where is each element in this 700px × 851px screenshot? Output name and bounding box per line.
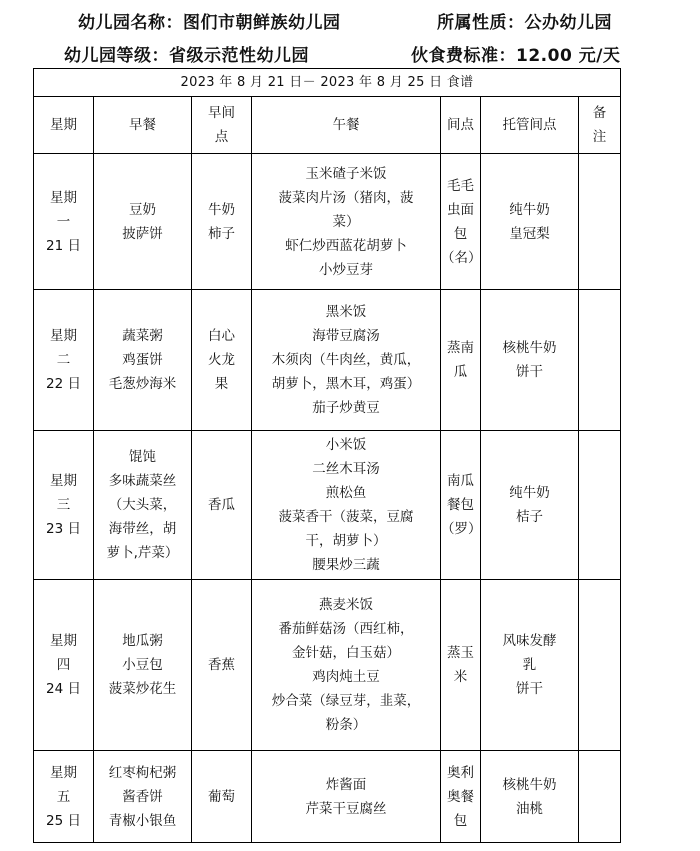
cell-text: （大头菜，: [108, 497, 177, 513]
lunch-cell: [252, 580, 441, 751]
lunch-cell: [252, 751, 441, 843]
breakfast-cell: [94, 751, 192, 843]
cell-text: 葡萄: [208, 788, 235, 805]
cell-text: 海带丝，胡: [108, 521, 177, 537]
cell-text: 番茄鲜菇汤（西红柿，: [278, 621, 414, 637]
cell-text: 星期: [50, 473, 77, 489]
cell-text: 菠菜炒花生: [108, 681, 177, 697]
cell-text: 金针菇，白玉菇）: [292, 645, 400, 661]
morning-snack-cell: [192, 154, 252, 290]
day-cell: [34, 154, 94, 290]
cell-text: 炸酱面: [325, 776, 367, 793]
cell-text: （名）: [441, 249, 482, 266]
cell-text: 包: [453, 225, 468, 242]
remarks-cell: [579, 290, 621, 431]
cell-text: 奥餐: [447, 788, 474, 805]
menu-table: [33, 68, 621, 843]
care-snack-cell: [481, 580, 579, 751]
morning-snack-cell: [192, 431, 252, 580]
cell-text: 腰果炒三蔬: [312, 557, 380, 573]
cell-text: 菠菜香干（菠菜，豆腐: [278, 509, 414, 525]
cell-text: 多味蔬菜丝: [108, 473, 177, 489]
cell-text: 纯牛奶: [509, 485, 550, 501]
cell-text: 煎松鱼: [325, 485, 367, 501]
snack-cell: [441, 580, 481, 751]
lunch-cell: [252, 154, 441, 290]
col-header-lunch: [252, 97, 441, 154]
cell-text: 虾仁炒西蓝花胡萝卜: [285, 237, 407, 254]
cell-text: 粉条）: [325, 717, 367, 733]
cell-text: 干，胡萝卜）: [305, 533, 387, 549]
col-header-breakfast: [94, 97, 192, 154]
lunch-cell: [252, 431, 441, 580]
table-row: [34, 154, 621, 290]
cell-text: 包: [453, 812, 468, 829]
cell-text: 胡萝卜，黑木耳，鸡蛋）: [271, 376, 421, 392]
cell-text: 萝卜,芹菜）: [106, 545, 179, 561]
table-row: [34, 290, 621, 431]
cell-text: 星期: [50, 633, 77, 649]
cell-text: 白心: [208, 328, 235, 344]
care-snack-cell: [481, 431, 579, 580]
cell-text: 毛葱炒海米: [108, 376, 177, 392]
col-header-morning-snack: [192, 97, 252, 154]
cell-text: 柿子: [208, 225, 235, 242]
cell-text: 黑米饭: [325, 304, 367, 320]
cell-text: 油桃: [516, 800, 543, 817]
cell-text: 毛毛: [447, 177, 474, 194]
cell-text: 南瓜: [447, 473, 474, 489]
cell-text: 虫面: [447, 201, 474, 218]
header-line-1: [0, 8, 700, 34]
cell-text: 蒸南: [447, 340, 474, 356]
kindergarten-name: 幼儿园名称：图们市朝鲜族幼儿园: [78, 13, 341, 33]
cell-text: 玉米碴子米饭: [305, 165, 387, 182]
cell-text: 香瓜: [208, 497, 235, 513]
remarks-cell: [579, 751, 621, 843]
breakfast-cell: [94, 580, 192, 751]
table-row: [34, 431, 621, 580]
cell-text: 红枣枸杞粥: [108, 764, 177, 781]
cell-text: 小米饭: [325, 437, 367, 453]
meal-fee-standard: 伙食费标准：12.00 元/天: [411, 46, 621, 66]
cell-text: 四: [56, 657, 71, 673]
header-line-2: [0, 41, 700, 67]
cell-text: 鸡肉炖土豆: [312, 669, 380, 685]
header-text: 注: [592, 129, 607, 145]
cell-text: 海带豆腐汤: [312, 328, 380, 344]
cell-text: 星期: [50, 764, 77, 781]
cell-text: 火龙: [208, 352, 235, 368]
cell-text: 桔子: [516, 509, 543, 525]
cell-text: 鸡蛋饼: [122, 352, 163, 368]
cell-text: 乳: [522, 657, 537, 673]
cell-text: 小豆包: [122, 657, 163, 673]
snack-cell: [441, 431, 481, 580]
table-row: [34, 580, 621, 751]
cell-text: 披萨饼: [122, 225, 163, 242]
header-text: 点: [214, 129, 229, 145]
cell-text: 星期: [50, 189, 77, 206]
care-snack-cell: [481, 290, 579, 431]
header-text: 早餐: [129, 117, 156, 133]
cell-text: 二: [56, 352, 71, 368]
cell-text: 五: [56, 788, 71, 805]
cell-text: 核桃牛奶: [502, 340, 557, 356]
col-header-care-snack: [481, 97, 579, 154]
table-row: [34, 751, 621, 843]
cell-text: 牛奶: [208, 201, 235, 218]
cell-text: 青椒小银鱼: [108, 812, 177, 829]
cell-text: 菜）: [332, 213, 360, 230]
header-text: 星期: [50, 117, 77, 133]
cell-text: 小炒豆芽: [319, 261, 373, 278]
cell-text: 瓜: [453, 364, 468, 380]
snack-cell: [441, 154, 481, 290]
kindergarten-grade: 幼儿园等级：省级示范性幼儿园: [64, 46, 309, 66]
breakfast-cell: [94, 154, 192, 290]
snack-cell: [441, 290, 481, 431]
cell-text: 燕麦米饭: [319, 597, 373, 613]
morning-snack-cell: [192, 751, 252, 843]
cell-text: 纯牛奶: [509, 201, 550, 218]
cell-text: （罗）: [441, 521, 482, 537]
header-text: 托管间点: [502, 117, 557, 133]
remarks-cell: [579, 431, 621, 580]
cell-text: 奥利: [447, 764, 474, 781]
day-cell: [34, 751, 94, 843]
cell-text: 24 日: [46, 681, 81, 697]
cell-text: 皇冠梨: [509, 225, 550, 242]
cell-text: 星期: [50, 328, 77, 344]
col-header-remarks: [579, 97, 621, 154]
cell-text: 饼干: [516, 364, 543, 380]
cell-text: 三: [56, 497, 71, 513]
cell-text: 二丝木耳汤: [312, 461, 380, 477]
menu-title: 2023 年 8 月 21 日－ 2023 年 8 月 25 日 食谱: [34, 69, 621, 97]
cell-text: 25 日: [46, 812, 81, 829]
column-header-row: [34, 97, 621, 154]
cell-text: 风味发酵: [502, 633, 557, 649]
day-cell: [34, 431, 94, 580]
cell-text: 芹菜干豆腐丝: [305, 800, 387, 817]
care-snack-cell: [481, 751, 579, 843]
header-text: 间点: [447, 117, 474, 133]
remarks-cell: [579, 580, 621, 751]
kindergarten-nature: 所属性质：公办幼儿园: [437, 13, 612, 33]
cell-text: 香蕉: [208, 657, 235, 673]
header-text: 早间: [208, 105, 235, 121]
cell-text: 饼干: [516, 681, 543, 697]
cell-text: 蔬菜粥: [122, 328, 163, 344]
cell-text: 木须肉（牛肉丝，黄瓜，: [271, 352, 421, 368]
morning-snack-cell: [192, 290, 252, 431]
cell-text: 米: [453, 669, 468, 685]
col-header-day: [34, 97, 94, 154]
cell-text: 22 日: [46, 376, 81, 392]
menu-title-row: [34, 69, 621, 97]
remarks-cell: [579, 154, 621, 290]
lunch-cell: [252, 290, 441, 431]
cell-text: 一: [56, 213, 71, 230]
day-cell: [34, 580, 94, 751]
cell-text: 地瓜粥: [122, 633, 163, 649]
col-header-snack: [441, 97, 481, 154]
snack-cell: [441, 751, 481, 843]
cell-text: 餐包: [447, 497, 474, 513]
care-snack-cell: [481, 154, 579, 290]
day-cell: [34, 290, 94, 431]
cell-text: 果: [214, 376, 229, 392]
header-text: 备: [592, 105, 607, 121]
cell-text: 23 日: [46, 521, 81, 537]
cell-text: 菠菜肉片汤（猪肉，菠: [278, 189, 414, 206]
cell-text: 蒸玉: [447, 645, 474, 661]
cell-text: 豆奶: [129, 201, 156, 218]
cell-text: 核桃牛奶: [502, 776, 557, 793]
breakfast-cell: [94, 290, 192, 431]
cell-text: 21 日: [46, 237, 81, 254]
morning-snack-cell: [192, 580, 252, 751]
header-text: 午餐: [332, 117, 360, 133]
breakfast-cell: [94, 431, 192, 580]
cell-text: 炒合菜（绿豆芽，韭菜，: [271, 693, 421, 709]
cell-text: 酱香饼: [122, 788, 163, 805]
cell-text: 茄子炒黄豆: [312, 400, 380, 416]
cell-text: 馄饨: [129, 449, 156, 465]
